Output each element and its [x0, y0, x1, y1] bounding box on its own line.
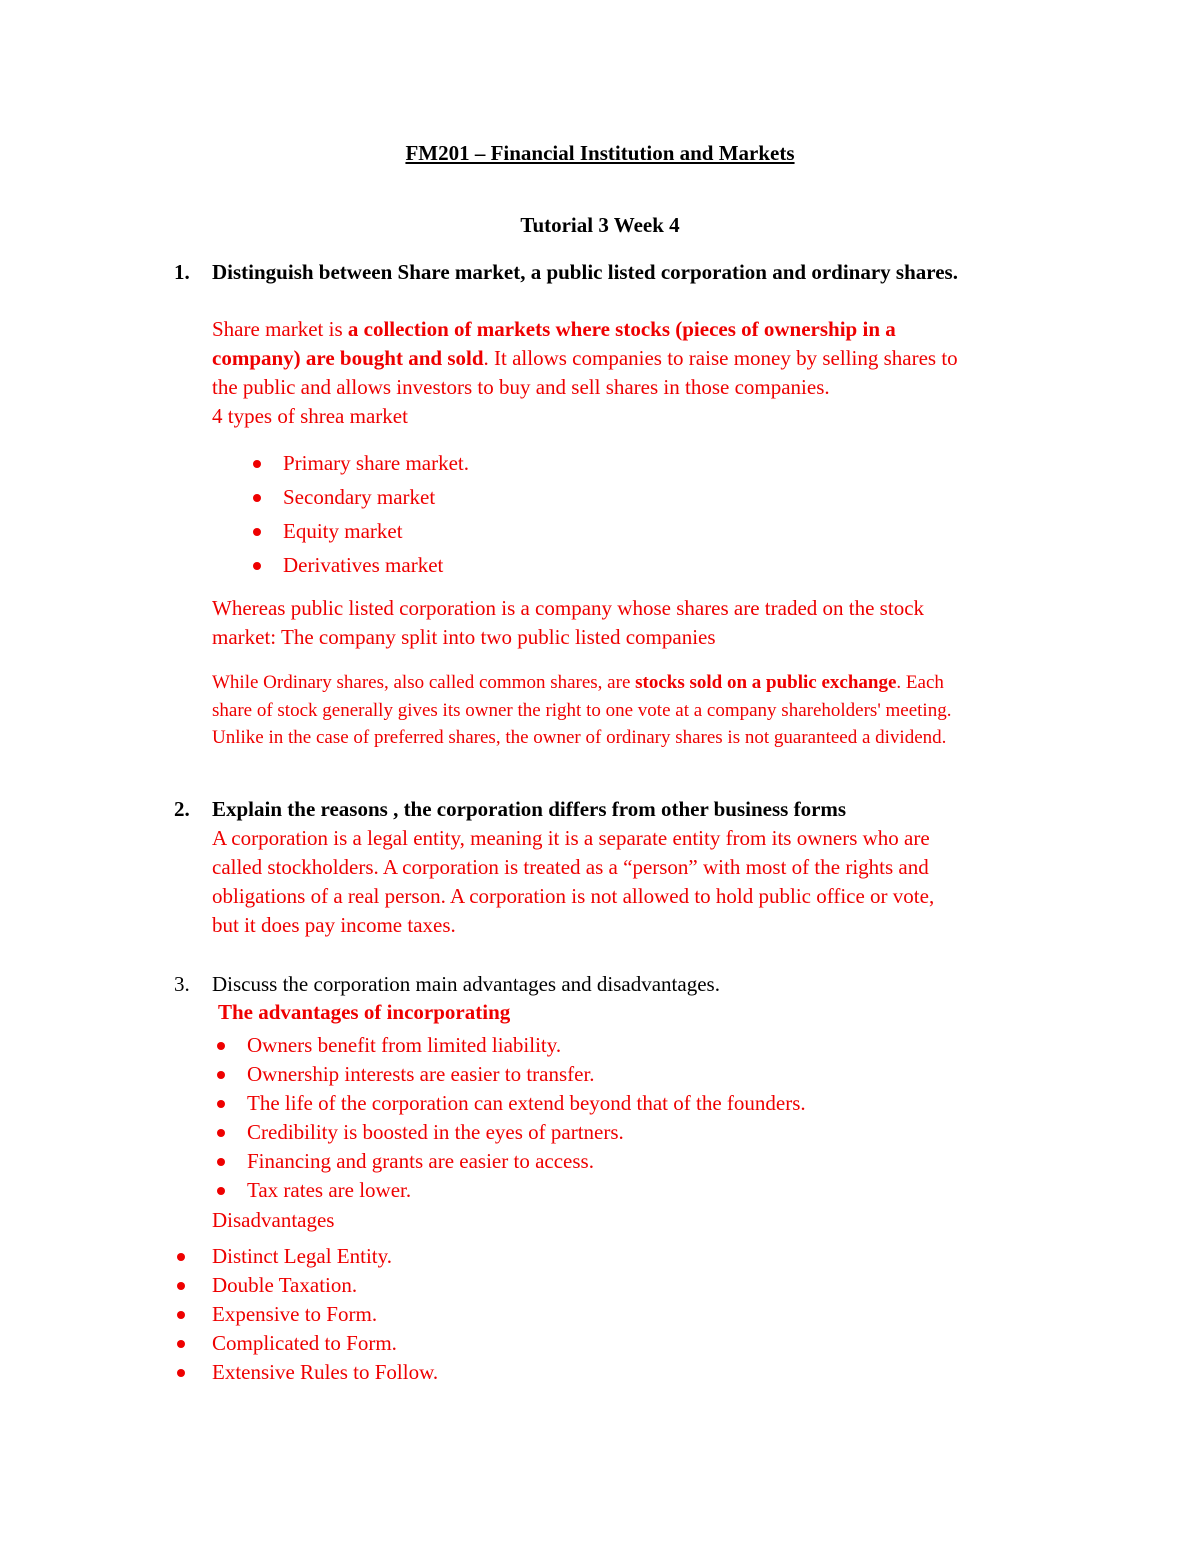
bullet-icon — [217, 1042, 225, 1050]
bullet-icon — [177, 1340, 185, 1348]
bullet-icon — [253, 494, 261, 502]
q1-para3-text: . Each — [896, 672, 944, 693]
question-1-text: Distinguish between Share market, a public listed corporation and ordinary shares. — [212, 260, 958, 284]
advantage-item: Ownership interests are easier to transfer. — [247, 1062, 595, 1086]
bullet-icon — [217, 1129, 225, 1137]
q1-answer-text: Share market is — [212, 317, 348, 341]
advantages-heading: The advantages of incorporating — [218, 1000, 511, 1024]
q1-answer-text: . It allows companies to raise money by selling shares to — [483, 346, 958, 370]
bullet-icon — [217, 1158, 225, 1166]
q1-answer-line-2 — [212, 346, 958, 371]
disadvantage-item: Distinct Legal Entity. — [212, 1244, 393, 1268]
disadvantages-heading: Disadvantages — [212, 1208, 335, 1232]
question-3-text: Discuss the corporation main advantages and disadvantages. — [212, 972, 720, 996]
question-2-text: Explain the reasons , the corporation differs from other business forms — [212, 797, 847, 821]
q1-answer-line-1 — [212, 317, 896, 342]
q1-para3-line-3: Unlike in the case of preferred shares, the owner of ordinary shares is not guaranteed a dividend. — [212, 727, 947, 748]
share-market-type-item: Secondary market — [283, 485, 436, 509]
q1-para2-line-1: Whereas public listed corporation is a company whose shares are traded on the stock — [212, 596, 925, 620]
q1-answer-bold: a collection of markets where stocks (pieces of ownership in a — [347, 317, 896, 341]
bullet-icon — [253, 528, 261, 536]
share-market-type-item: Primary share market. — [283, 451, 470, 475]
q2-answer-line-1: A corporation is a legal entity, meaning it is a separate entity from its owners who are — [212, 826, 930, 850]
bullet-icon — [217, 1071, 225, 1079]
document-title: FM201 – Financial Institution and Markets — [405, 141, 795, 165]
bullet-icon — [177, 1369, 185, 1377]
bullet-icon — [253, 460, 261, 468]
disadvantage-item: Double Taxation. — [212, 1273, 358, 1297]
q1-answer-line-3: the public and allows investors to buy and sell shares in those companies. — [212, 375, 830, 399]
q1-para3-line-2: share of stock generally gives its owner the right to one vote at a company shareholders' meeting. — [212, 700, 952, 721]
bullet-icon — [253, 562, 261, 570]
bullet-icon — [217, 1100, 225, 1108]
share-market-type-item: Derivatives market — [283, 553, 444, 577]
advantage-item: Credibility is boosted in the eyes of partners. — [247, 1120, 624, 1144]
q1-para2-line-2: market: The company split into two public listed companies — [212, 625, 716, 649]
q1-answer-line-4: 4 types of shrea market — [212, 404, 408, 428]
bullet-icon — [177, 1282, 185, 1290]
disadvantage-item: Extensive Rules to Follow. — [212, 1360, 439, 1384]
q1-para3-text: While Ordinary shares, also called common shares, are — [212, 672, 636, 693]
question-2-number: 2. — [174, 797, 190, 821]
q1-para3-bold: stocks sold on a public exchange — [635, 672, 897, 693]
share-market-type-item: Equity market — [283, 519, 403, 543]
advantage-item: Tax rates are lower. — [247, 1178, 412, 1202]
bullet-icon — [177, 1311, 185, 1319]
advantage-item: Owners benefit from limited liability. — [247, 1033, 562, 1057]
question-1-number: 1. — [174, 260, 190, 284]
q2-answer-line-4: but it does pay income taxes. — [212, 913, 456, 937]
disadvantage-item: Complicated to Form. — [212, 1331, 397, 1355]
disadvantage-item: Expensive to Form. — [212, 1302, 378, 1326]
bullet-icon — [177, 1253, 185, 1261]
document-subtitle: Tutorial 3 Week 4 — [520, 213, 680, 237]
advantage-item: Financing and grants are easier to access. — [247, 1149, 594, 1173]
q2-answer-line-3: obligations of a real person. A corporation is not allowed to hold public office or vote, — [212, 884, 935, 908]
question-3-number: 3. — [174, 972, 190, 996]
q2-answer-line-2: called stockholders. A corporation is treated as a “person” with most of the rights and — [212, 855, 929, 879]
q1-answer-bold: company) are bought and sold — [212, 346, 484, 370]
q1-para3-line-1 — [212, 672, 944, 694]
advantage-item: The life of the corporation can extend beyond that of the founders. — [247, 1091, 806, 1115]
bullet-icon — [217, 1187, 225, 1195]
